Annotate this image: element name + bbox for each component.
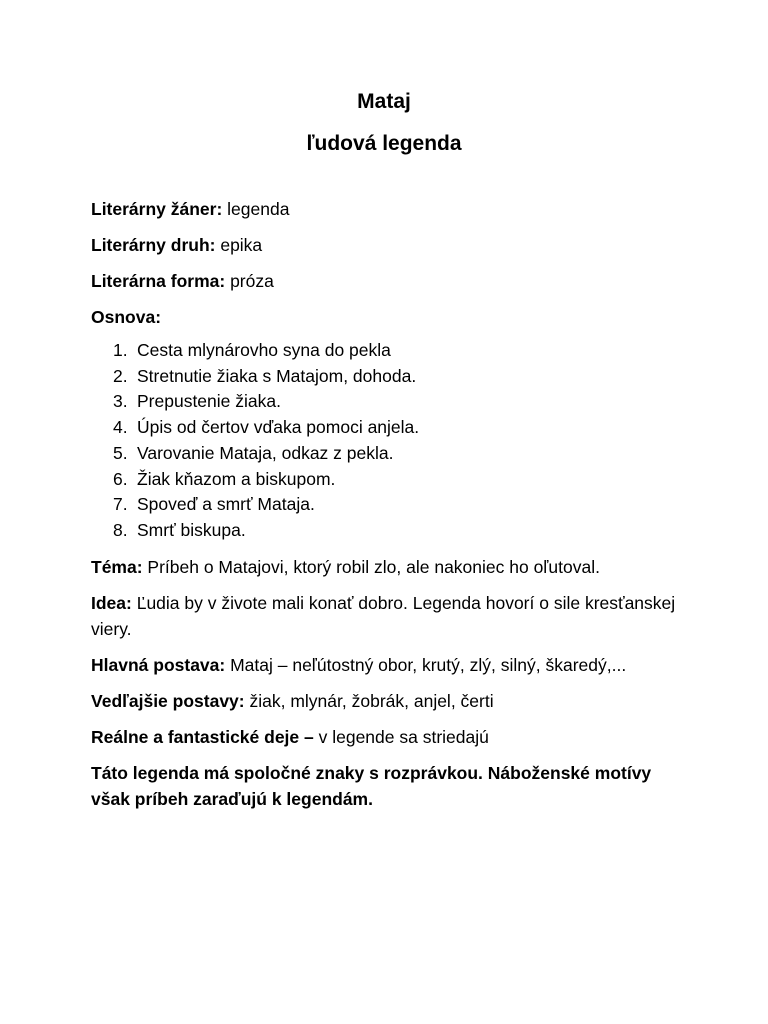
outline-item (91, 492, 691, 518)
field-label: Literárny žáner: (91, 199, 223, 219)
detail-main-character (91, 652, 691, 678)
detail-value: žiak, mlynár, žobrák, anjel, čerti (244, 690, 494, 711)
detail-label: Reálne a fantastické deje – (91, 726, 314, 747)
detail-value: Ľudia by v živote mali konať dobro. Legenda hovorí o sile kresťanskej viery. (91, 592, 676, 639)
field-value: próza (225, 271, 274, 291)
field-label: Osnova: (91, 307, 162, 327)
outline-item (91, 467, 691, 493)
outline-number: 6. (113, 468, 128, 489)
outline-number: 7. (113, 494, 128, 515)
outline-text: Stretnutie žiaka s Matajom, dohoda. (137, 365, 417, 386)
outline-list (91, 338, 691, 544)
outline-item (91, 441, 691, 467)
detail-label: Vedľajšie postavy: (91, 690, 245, 711)
outline-number: 4. (113, 417, 128, 438)
outline-item (91, 415, 691, 441)
outline-number: 2. (113, 365, 128, 386)
document-subtitle: ľudová legenda (306, 132, 462, 155)
detail-side-characters (91, 688, 691, 714)
outline-text: Úpis od čertov vďaka pomoci anjela. (137, 417, 420, 438)
field-label: Literárna forma: (91, 271, 226, 291)
outline-number: 8. (113, 519, 128, 540)
outline-text: Prepustenie žiaka. (137, 391, 281, 412)
detail-idea (91, 590, 691, 642)
detail-real-fantastic (91, 724, 691, 750)
detail-theme (91, 554, 691, 580)
outline-item (91, 389, 691, 415)
outline-item (91, 364, 691, 390)
conclusion-text: Táto legenda má spoločné znaky s rozprávkou. Náboženské motívy však príbeh zaraďujú k legendám. (91, 762, 652, 809)
detail-label: Hlavná postava: (91, 654, 226, 675)
field-value: legenda (222, 199, 290, 219)
detail-label: Téma: (91, 556, 143, 577)
detail-value: Mataj – neľútostný obor, krutý, zlý, silný, škaredý,... (225, 654, 627, 675)
detail-value: v legende sa striedajú (313, 726, 489, 747)
outline-number: 1. (113, 340, 128, 360)
field-label: Literárny druh: (91, 235, 216, 255)
detail-label: Idea: (91, 592, 132, 613)
document-title: Mataj (357, 90, 411, 113)
field-genre (91, 196, 691, 222)
field-outline-heading (91, 304, 691, 330)
outline-number: 5. (113, 442, 128, 463)
document-body (91, 196, 691, 822)
outline-text: Žiak kňazom a biskupom. (137, 468, 336, 489)
field-form (91, 268, 691, 294)
outline-text: Smrť biskupa. (137, 519, 246, 540)
field-value: epika (215, 235, 263, 255)
outline-number: 3. (113, 391, 128, 412)
outline-text: Varovanie Mataja, odkaz z pekla. (137, 442, 394, 463)
outline-item (91, 338, 691, 364)
detail-value: Príbeh o Matajovi, ktorý robil zlo, ale nakoniec ho oľutoval. (142, 556, 600, 577)
field-kind (91, 232, 691, 258)
outline-text: Cesta mlynárovho syna do pekla (137, 340, 391, 360)
outline-item (91, 518, 691, 544)
outline-text: Spoveď a smrť Mataja. (137, 494, 315, 515)
